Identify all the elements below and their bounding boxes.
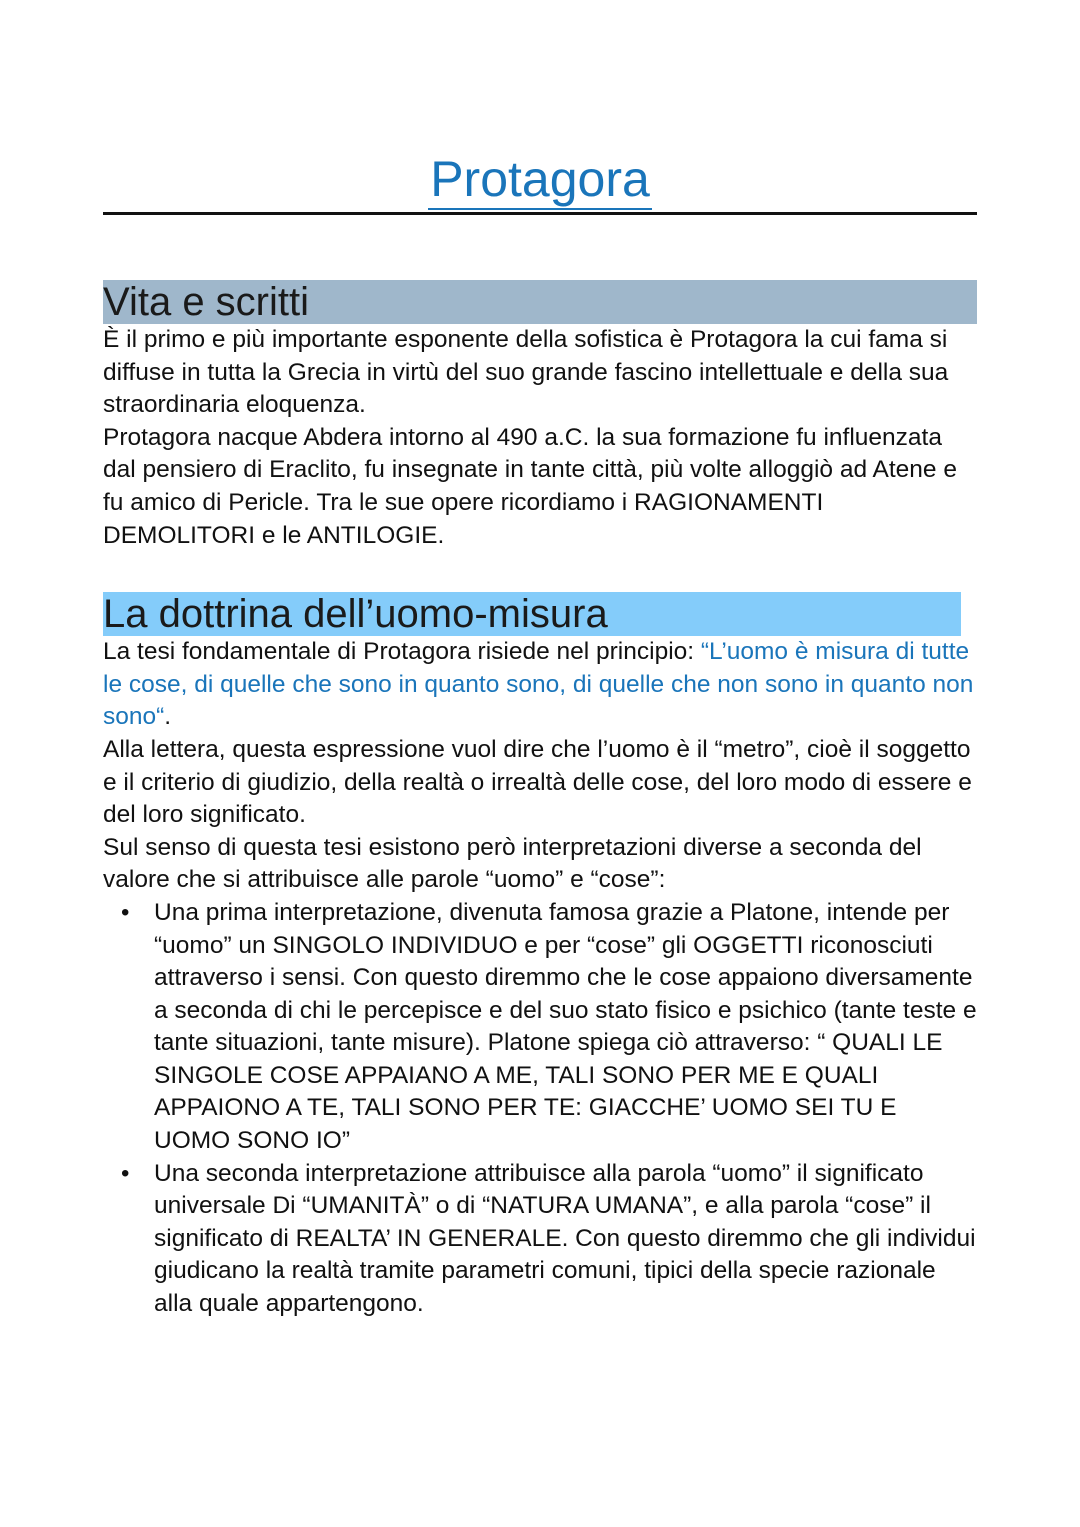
paragraph-biography: Protagora nacque Abdera intorno al 490 a.C. la sua formazione fu influenzata dal pensiero di Eraclito, fu insegnate in tante città, più volte alloggiò ad Atene e fu amico di Pericle. Tra le sue opere ricordiamo i RAGIONAMENTI DEMOLITORI e le ANTILOGIE. [103,423,957,549]
paragraph-interpretations: Sul senso di questa tesi esistono però interpretazioni diverse a seconda del valore che si attribuisce alle parole “uomo” e “cose”: [103,833,922,894]
paragraph-intro: È il primo e più importante esponente della sofistica è Protagora la cui fama si diffuse in tutta la Grecia in virtù del suo grande fascino intellettuale e della sua straordinaria eloquenza. [103,326,949,419]
list-item [103,897,977,1158]
thesis-end-text: . [164,703,172,731]
bullet-icon: • [121,1159,130,1187]
homo-mensura-quote: “L’uomo è misura di tutte le cose, di quelle che sono in quanto sono, di quelle che non sono in quanto non sono“ [103,638,974,731]
title-row [103,150,977,215]
bullet-icon: • [121,898,130,926]
list-item-text: Una prima interpretazione, divenuta famosa grazie a Platone, intende per “uomo” un SINGOLO INDIVIDUO e per “cose” gli OGGETTI riconosciuti attraverso i sensi. Con questo diremmo che le cose appaiono diversamente a seconda di chi le percepisce e del suo stato fisico e psichico (tante teste e tante situazioni, tante misure). Platone spiega ciò attraverso: “ QUALI LE SINGOLE COSE APPAIANO A ME, TALI SONO PER ME E QUALI APPAIONO A TE, TALI SONO PER TE: GIACCHE’ UOMO SEI TU E UOMO SONO IO” [154,898,977,1155]
paragraph-meaning: Alla lettera, questa espressione vuol dire che l’uomo è il “metro”, cioè il soggetto e il criterio di giudizio, della realtà o irrealtà delle cose, del loro modo di essere e del loro significato. [103,735,972,829]
list-item-text: Una seconda interpretazione attribuisce alla parola “uomo” il significato universale Di “UMANITÀ” o di “NATURA UMANA”, e alla parola “cose” il significato di REALTA’ IN GENERALE. Con questo diremmo che gli individui giudicano la realtà tramite parametri comuni, tipici della specie razionale alla quale appartengono. [154,1159,976,1318]
section-heading-dottrina: La dottrina dell’uomo-misura [103,592,961,636]
document-page [103,150,977,1321]
list-item [103,1158,977,1321]
interpretations-list [103,897,977,1321]
section-heading-vita-e-scritti: Vita e scritti [103,280,977,324]
thesis-intro-text: La tesi fondamentale di Protagora risiede nel principio: [103,638,701,666]
paragraph-thesis [103,636,977,734]
page-title: Protagora [428,150,652,210]
